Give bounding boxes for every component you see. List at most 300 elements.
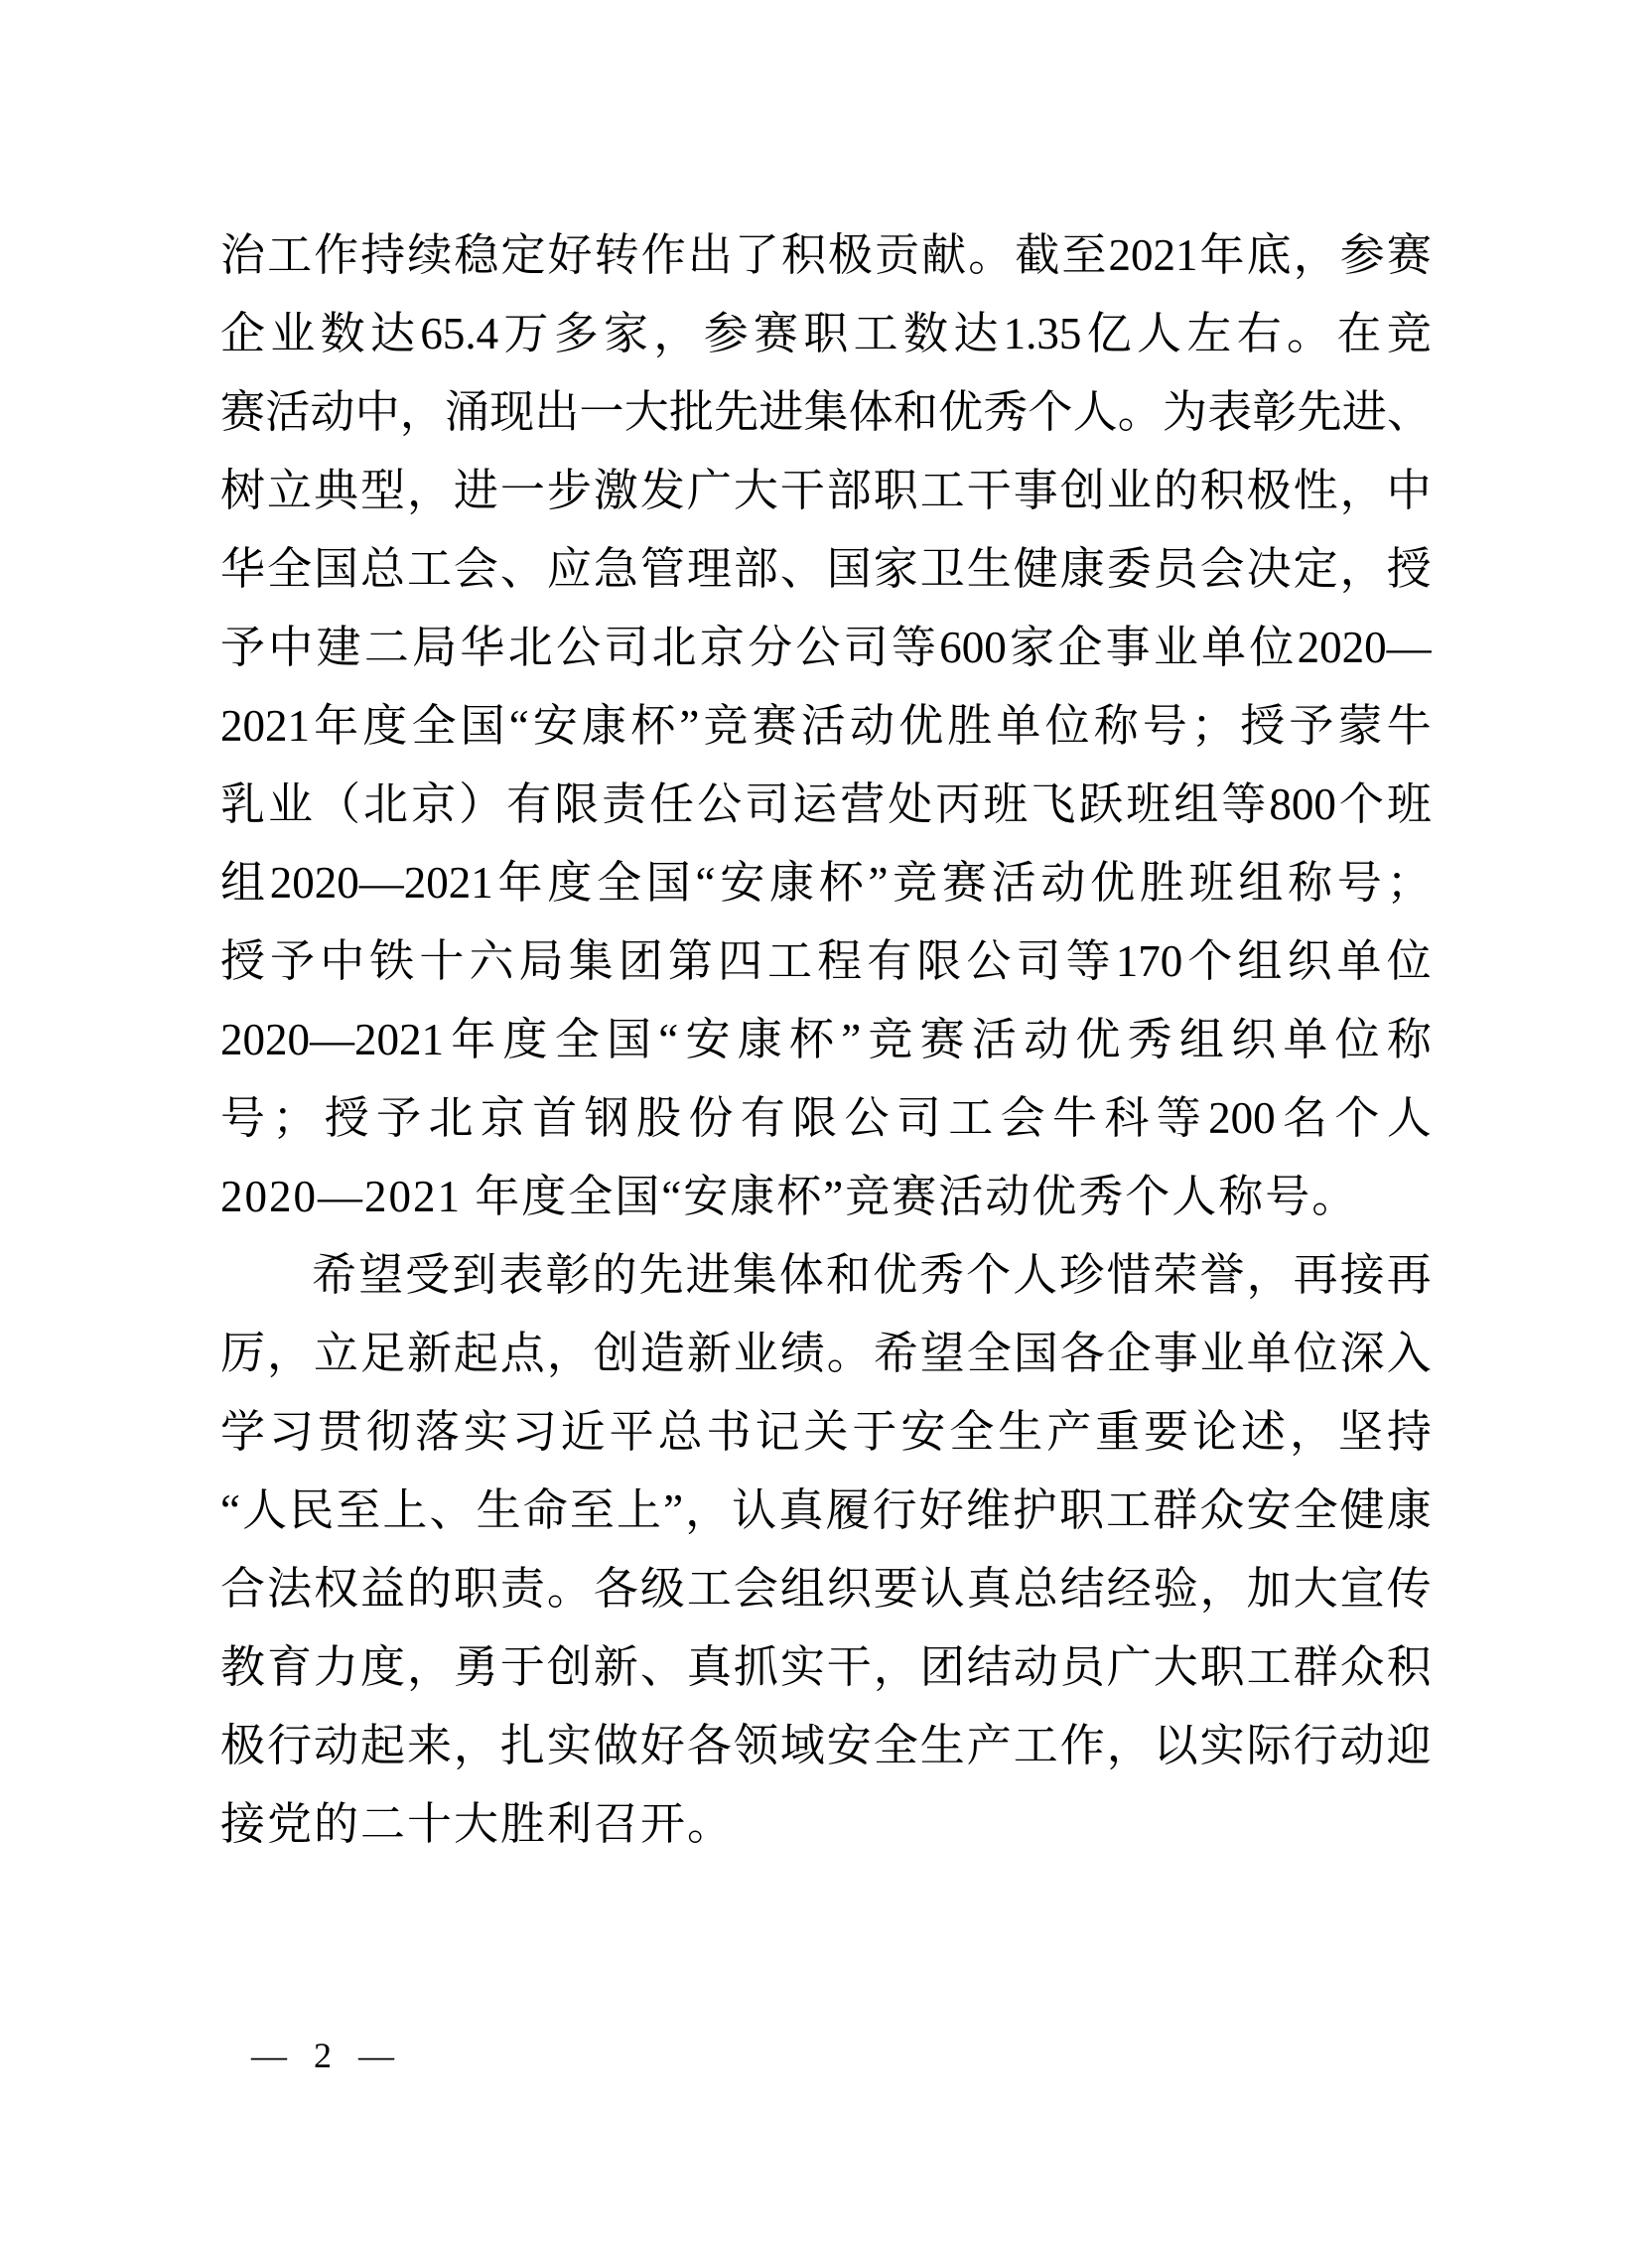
glyph-token: ” bbox=[841, 1015, 862, 1064]
glyph-token: 、 bbox=[429, 1485, 475, 1535]
glyph-token: ， bbox=[399, 387, 445, 437]
glyph-token: 起 bbox=[359, 1721, 405, 1770]
glyph-token: 决 bbox=[1246, 544, 1292, 594]
glyph-token: 产 bbox=[1046, 1407, 1092, 1457]
glyph-token: 业 bbox=[733, 1329, 778, 1378]
glyph-token: 康 bbox=[768, 858, 814, 908]
glyph-token: 彰 bbox=[1252, 387, 1298, 437]
glyph-token: 理 bbox=[686, 544, 732, 594]
glyph-token: 北 bbox=[363, 779, 409, 829]
glyph-token: 杯 bbox=[818, 858, 864, 908]
glyph-token: 管 bbox=[639, 544, 685, 594]
glyph-token: 出 bbox=[534, 387, 580, 437]
glyph-token: 的 bbox=[1153, 466, 1198, 515]
glyph-token: ， bbox=[1289, 1407, 1334, 1457]
glyph-token: 国 bbox=[606, 1015, 651, 1064]
glyph-token: 优 bbox=[872, 1250, 917, 1300]
glyph-token: 来 bbox=[406, 1721, 452, 1770]
glyph-token: 赛 bbox=[919, 1015, 965, 1064]
glyph-token: 四 bbox=[717, 936, 762, 986]
glyph-token: 号 bbox=[220, 1093, 266, 1143]
glyph-token: 号 bbox=[1142, 701, 1187, 751]
glyph-token: 康 bbox=[737, 1015, 782, 1064]
glyph-token: 中 bbox=[320, 936, 365, 986]
glyph-token: 至 bbox=[569, 1485, 615, 1535]
glyph-token: 批 bbox=[668, 387, 714, 437]
body-line bbox=[220, 922, 1432, 1001]
body-text-block bbox=[220, 216, 1432, 1864]
glyph-token: 惜 bbox=[1106, 1250, 1152, 1300]
glyph-token: 多 bbox=[553, 309, 599, 358]
glyph-token: 生 bbox=[966, 544, 1012, 594]
glyph-token: 会 bbox=[453, 544, 498, 594]
glyph-token: 安 bbox=[532, 701, 578, 751]
glyph-token: 于 bbox=[852, 1407, 897, 1457]
glyph-token: 2020—2021 bbox=[220, 1015, 444, 1064]
glyph-token: 誉 bbox=[1199, 1250, 1245, 1300]
glyph-token: 益 bbox=[359, 1564, 405, 1614]
glyph-token: 全 bbox=[966, 1329, 1012, 1378]
glyph-token: 集 bbox=[732, 1250, 777, 1300]
glyph-token: 各 bbox=[1059, 1329, 1105, 1378]
glyph-token: 卫 bbox=[919, 544, 965, 594]
glyph-token: 活 bbox=[971, 1015, 1017, 1064]
glyph-token: 秀 bbox=[1127, 1015, 1172, 1064]
glyph-token: 干 bbox=[826, 1642, 872, 1692]
glyph-token: 抓 bbox=[733, 1642, 778, 1692]
glyph-token: 习 bbox=[511, 1407, 557, 1457]
glyph-token: 动 bbox=[1024, 1015, 1069, 1064]
glyph-token: 集 bbox=[803, 387, 849, 437]
glyph-token: 领 bbox=[733, 1721, 778, 1770]
glyph-token: 上 bbox=[616, 1485, 661, 1535]
glyph-token: 蒙 bbox=[1337, 701, 1383, 751]
glyph-token: 真 bbox=[778, 1485, 824, 1535]
glyph-token: 荣 bbox=[1153, 1250, 1198, 1300]
glyph-token: 一 bbox=[499, 466, 545, 515]
glyph-token: 。 bbox=[1287, 309, 1332, 358]
glyph-token: 总 bbox=[657, 1407, 703, 1457]
glyph-token: 权 bbox=[313, 1564, 358, 1614]
glyph-token: 贡 bbox=[875, 230, 920, 280]
glyph-token: 杯 bbox=[788, 1015, 834, 1064]
glyph-token: 京 bbox=[480, 1093, 525, 1143]
glyph-token: 传 bbox=[1386, 1564, 1432, 1614]
glyph-token: 步 bbox=[546, 466, 592, 515]
glyph-token: 在 bbox=[1336, 309, 1382, 358]
glyph-token: 稳 bbox=[454, 230, 499, 280]
glyph-token: 勇 bbox=[453, 1642, 498, 1692]
glyph-token: 护 bbox=[1012, 1485, 1057, 1535]
glyph-token: 程 bbox=[817, 936, 863, 986]
glyph-token: 全 bbox=[873, 1721, 918, 1770]
glyph-token: 关 bbox=[803, 1407, 849, 1457]
glyph-token: ， bbox=[546, 1329, 592, 1378]
glyph-token: 行 bbox=[266, 1721, 312, 1770]
glyph-token: 急 bbox=[593, 544, 638, 594]
glyph-token: 真 bbox=[686, 1642, 732, 1692]
glyph-token: 点 bbox=[499, 1329, 545, 1378]
page-number: — 2 — bbox=[251, 2036, 394, 2075]
glyph-token: ， bbox=[685, 1485, 731, 1535]
glyph-token: 部 bbox=[733, 544, 778, 594]
glyph-token: 2021 bbox=[1108, 230, 1198, 280]
glyph-token: 新 bbox=[406, 1329, 452, 1378]
glyph-token: 织 bbox=[1287, 936, 1332, 986]
glyph-token: 分 bbox=[748, 623, 793, 672]
glyph-token: 生 bbox=[476, 1485, 521, 1535]
glyph-token: 京 bbox=[411, 779, 457, 829]
glyph-token: 职 bbox=[1199, 1642, 1245, 1692]
glyph-token: 个 bbox=[1028, 387, 1073, 437]
glyph-token: 位 bbox=[1044, 701, 1090, 751]
glyph-token: 年 bbox=[451, 1015, 496, 1064]
glyph-token: 赛 bbox=[941, 858, 987, 908]
glyph-token: 赛 bbox=[1386, 230, 1432, 280]
glyph-token: 持 bbox=[1386, 1407, 1432, 1457]
glyph-token: 持 bbox=[360, 230, 406, 280]
body-line bbox=[220, 1079, 1432, 1158]
glyph-token: 表 bbox=[1207, 387, 1253, 437]
glyph-token: 要 bbox=[1144, 1407, 1189, 1457]
glyph-token: 认 bbox=[919, 1564, 965, 1614]
glyph-token: 望 bbox=[358, 1250, 404, 1300]
glyph-token: 于 bbox=[499, 1642, 545, 1692]
glyph-token: 2021 bbox=[220, 701, 310, 751]
body-line bbox=[220, 1315, 1432, 1393]
glyph-token: 授 bbox=[220, 936, 266, 986]
glyph-token: 单 bbox=[1246, 1329, 1292, 1378]
glyph-token: 限 bbox=[792, 1093, 838, 1143]
glyph-token: 、 bbox=[1386, 387, 1432, 437]
body-line bbox=[220, 1628, 1432, 1707]
glyph-token: 600 bbox=[939, 623, 1007, 672]
glyph-token: 命 bbox=[522, 1485, 568, 1535]
glyph-token: 动 bbox=[1040, 858, 1086, 908]
glyph-token: 织 bbox=[1231, 1015, 1277, 1064]
glyph-token: 康 bbox=[1386, 1485, 1432, 1535]
glyph-token: 总 bbox=[1013, 1564, 1058, 1614]
glyph-token: 要 bbox=[873, 1564, 918, 1614]
glyph-token: 安 bbox=[826, 1721, 872, 1770]
glyph-token: 育 bbox=[266, 1642, 312, 1692]
glyph-token: 有 bbox=[740, 1093, 785, 1143]
glyph-token: 康 bbox=[1059, 544, 1105, 594]
glyph-token: 人 bbox=[242, 1485, 288, 1535]
body-line bbox=[220, 844, 1432, 922]
glyph-token: 重 bbox=[1095, 1407, 1141, 1457]
glyph-token: 动 bbox=[1013, 1642, 1058, 1692]
glyph-token: 营 bbox=[840, 779, 886, 829]
glyph-token: 达 bbox=[953, 309, 999, 358]
glyph-token: 会 bbox=[1199, 544, 1245, 594]
glyph-token: 年 bbox=[1199, 230, 1245, 280]
glyph-token: 典 bbox=[313, 466, 358, 515]
glyph-token: 业 bbox=[1153, 623, 1198, 672]
body-line bbox=[220, 609, 1432, 687]
glyph-token: 经 bbox=[1106, 1564, 1152, 1614]
glyph-token: 工 bbox=[767, 936, 813, 986]
glyph-token: 秀 bbox=[919, 1250, 965, 1300]
glyph-token: 司 bbox=[843, 623, 889, 672]
glyph-token: 2020— bbox=[1297, 623, 1432, 672]
glyph-token: 企 bbox=[1057, 623, 1103, 672]
glyph-token: 实 bbox=[546, 1721, 592, 1770]
glyph-token: 委 bbox=[1106, 544, 1152, 594]
glyph-token: ， bbox=[266, 1329, 312, 1378]
glyph-token: “ bbox=[658, 1015, 679, 1064]
glyph-token: 大 bbox=[733, 466, 778, 515]
glyph-token: 定 bbox=[1293, 544, 1338, 594]
glyph-token: 公 bbox=[795, 623, 841, 672]
glyph-token: 认 bbox=[732, 1485, 777, 1535]
glyph-token: 活 bbox=[800, 701, 846, 751]
glyph-token: 起 bbox=[453, 1329, 498, 1378]
body-line bbox=[220, 1001, 1432, 1079]
body-line bbox=[220, 295, 1432, 373]
glyph-token: 胜 bbox=[947, 701, 993, 751]
glyph-token: 优 bbox=[938, 387, 984, 437]
glyph-token: 予 bbox=[270, 936, 316, 986]
glyph-token: 好 bbox=[547, 230, 593, 280]
glyph-token: 立 bbox=[313, 1329, 358, 1378]
glyph-token: 公 bbox=[844, 1093, 890, 1143]
glyph-token: 积 bbox=[1199, 466, 1245, 515]
glyph-token: 、 bbox=[779, 544, 825, 594]
glyph-token: 力 bbox=[313, 1642, 358, 1692]
glyph-token: 予 bbox=[220, 623, 266, 672]
glyph-token: 际 bbox=[1246, 1721, 1292, 1770]
glyph-token: 职 bbox=[453, 1564, 498, 1614]
glyph-token: 国 bbox=[826, 544, 872, 594]
glyph-token: 、 bbox=[639, 1642, 685, 1692]
glyph-token: “ bbox=[695, 858, 716, 908]
glyph-token: 深 bbox=[1339, 1329, 1385, 1378]
glyph-token: 彰 bbox=[545, 1250, 591, 1300]
glyph-token: 位 bbox=[1293, 1329, 1338, 1378]
glyph-token: ， bbox=[1339, 466, 1385, 515]
glyph-token: 全 bbox=[1293, 1485, 1338, 1535]
glyph-token: 名 bbox=[1282, 1093, 1327, 1143]
glyph-token: 度 bbox=[502, 1015, 548, 1064]
glyph-token: 钢 bbox=[584, 1093, 629, 1143]
glyph-token: 家 bbox=[873, 544, 918, 594]
glyph-token: 家 bbox=[1009, 623, 1054, 672]
glyph-token: 中 bbox=[354, 387, 400, 437]
glyph-token: 转 bbox=[594, 230, 639, 280]
glyph-token: 工 bbox=[267, 230, 313, 280]
glyph-token: 众 bbox=[1199, 1485, 1245, 1535]
glyph-token: 工 bbox=[919, 466, 965, 515]
glyph-token: 度 bbox=[547, 858, 593, 908]
glyph-token: 个 bbox=[1334, 1093, 1380, 1143]
body-line bbox=[220, 766, 1432, 844]
glyph-token: 1.35 bbox=[1003, 309, 1082, 358]
glyph-token: 个 bbox=[1187, 936, 1233, 986]
glyph-token: 800 bbox=[1269, 779, 1336, 829]
glyph-token: 彻 bbox=[365, 1407, 411, 1457]
glyph-token: 限 bbox=[916, 936, 962, 986]
glyph-token: 新 bbox=[593, 1642, 638, 1692]
glyph-token: 会 bbox=[1000, 1093, 1045, 1143]
glyph-token: 首 bbox=[532, 1093, 578, 1143]
glyph-token: 希 bbox=[873, 1329, 918, 1378]
glyph-token: 近 bbox=[560, 1407, 606, 1457]
glyph-token: 了 bbox=[734, 230, 779, 280]
glyph-token: 至 bbox=[1061, 230, 1107, 280]
body-line bbox=[220, 1472, 1432, 1550]
glyph-token: 业 bbox=[270, 309, 316, 358]
glyph-token: 号 bbox=[1336, 858, 1382, 908]
glyph-token: 牛 bbox=[1052, 1093, 1098, 1143]
glyph-token: 维 bbox=[965, 1485, 1011, 1535]
glyph-token: 事 bbox=[1105, 623, 1151, 672]
glyph-token: 牛 bbox=[1386, 701, 1432, 751]
glyph-token: 工 bbox=[1106, 1485, 1152, 1535]
glyph-token: 行 bbox=[872, 1485, 917, 1535]
glyph-token: 国 bbox=[313, 544, 358, 594]
glyph-token: 任 bbox=[649, 779, 695, 829]
glyph-token: 参 bbox=[1339, 230, 1385, 280]
glyph-token: 参 bbox=[703, 309, 749, 358]
glyph-token: ， bbox=[1339, 544, 1385, 594]
glyph-token: 称 bbox=[1288, 858, 1333, 908]
glyph-token: 作 bbox=[640, 230, 686, 280]
glyph-token: 结 bbox=[966, 1642, 1012, 1692]
glyph-token: 等 bbox=[1065, 936, 1111, 986]
glyph-token: 述 bbox=[1241, 1407, 1287, 1457]
glyph-token: 班 bbox=[1188, 858, 1234, 908]
glyph-token: 的 bbox=[592, 1250, 637, 1300]
glyph-token: 生 bbox=[919, 1721, 965, 1770]
glyph-token: 安 bbox=[685, 1015, 731, 1064]
glyph-token: 体 bbox=[778, 1250, 824, 1300]
glyph-token: 部 bbox=[826, 466, 872, 515]
glyph-token: 入 bbox=[1386, 1329, 1432, 1378]
glyph-token: 业 bbox=[1106, 466, 1152, 515]
glyph-token: 大 bbox=[1293, 1564, 1338, 1614]
glyph-token: ， bbox=[653, 309, 699, 358]
glyph-token: 第 bbox=[667, 936, 713, 986]
glyph-token: 续 bbox=[407, 230, 453, 280]
glyph-token: 司 bbox=[1016, 936, 1061, 986]
glyph-token: 左 bbox=[1186, 309, 1232, 358]
glyph-token: 各 bbox=[686, 1721, 732, 1770]
glyph-token: 中 bbox=[1386, 466, 1432, 515]
glyph-token: 予 bbox=[1289, 701, 1334, 751]
glyph-token: 众 bbox=[1339, 1642, 1385, 1692]
glyph-token: 65.4 bbox=[420, 309, 499, 358]
glyph-token: 行 bbox=[1293, 1721, 1338, 1770]
glyph-token: 班 bbox=[983, 779, 1029, 829]
glyph-token: 治 bbox=[220, 230, 266, 280]
glyph-token: 责 bbox=[499, 1564, 545, 1614]
glyph-token: 右 bbox=[1236, 309, 1282, 358]
glyph-token: 丙 bbox=[935, 779, 981, 829]
body-line bbox=[220, 1707, 1432, 1785]
glyph-token: （ bbox=[316, 779, 361, 829]
glyph-token: 表 bbox=[498, 1250, 544, 1300]
glyph-token: 。 bbox=[968, 230, 1014, 280]
glyph-token: 扎 bbox=[499, 1721, 545, 1770]
glyph-token: 进 bbox=[758, 387, 804, 437]
glyph-token: 组 bbox=[779, 1564, 825, 1614]
glyph-token: 位 bbox=[1249, 623, 1295, 672]
glyph-token: 组 bbox=[220, 858, 266, 908]
glyph-token: 优 bbox=[1075, 1015, 1121, 1064]
glyph-token: 激 bbox=[593, 466, 638, 515]
glyph-token: 树 bbox=[220, 466, 266, 515]
glyph-token: 有 bbox=[867, 936, 912, 986]
glyph-token: 万 bbox=[503, 309, 549, 358]
glyph-token: 先 bbox=[638, 1250, 684, 1300]
glyph-token: 出 bbox=[687, 230, 733, 280]
body-line bbox=[220, 530, 1432, 609]
glyph-token: 业 bbox=[1199, 1329, 1245, 1378]
glyph-token: 活 bbox=[265, 387, 311, 437]
glyph-token: 结 bbox=[1059, 1564, 1105, 1614]
glyph-token: 处 bbox=[888, 779, 933, 829]
glyph-token: 职 bbox=[803, 309, 849, 358]
glyph-token: 积 bbox=[780, 230, 826, 280]
glyph-token: 团 bbox=[618, 936, 663, 986]
glyph-token: 职 bbox=[1059, 1485, 1105, 1535]
glyph-token: 公 bbox=[697, 779, 743, 829]
glyph-token: 数 bbox=[903, 309, 949, 358]
glyph-token: 学 bbox=[220, 1407, 266, 1457]
glyph-token: ， bbox=[406, 1642, 452, 1692]
glyph-token: 再 bbox=[1293, 1250, 1338, 1300]
glyph-token: 六 bbox=[469, 936, 514, 986]
body-line-paragraph-end: 接党的二十大胜利召开。 bbox=[220, 1799, 735, 1849]
glyph-token: 大 bbox=[1153, 1642, 1198, 1692]
glyph-token: 产 bbox=[966, 1721, 1012, 1770]
glyph-token: 职 bbox=[873, 466, 918, 515]
glyph-token: 200 bbox=[1208, 1093, 1276, 1143]
glyph-token: 生 bbox=[998, 1407, 1043, 1457]
glyph-token: 作 bbox=[314, 230, 359, 280]
glyph-token: 作 bbox=[1059, 1721, 1105, 1770]
glyph-token: 司 bbox=[745, 779, 790, 829]
glyph-token: 集 bbox=[568, 936, 614, 986]
glyph-token: 个 bbox=[1338, 779, 1384, 829]
glyph-token: 工 bbox=[1013, 1721, 1058, 1770]
glyph-token: 竞 bbox=[703, 701, 749, 751]
glyph-token: 做 bbox=[593, 1721, 638, 1770]
glyph-token: 北 bbox=[651, 623, 697, 672]
glyph-token: 单 bbox=[1336, 936, 1382, 986]
glyph-token: 好 bbox=[918, 1485, 964, 1535]
glyph-token: 广 bbox=[686, 466, 732, 515]
glyph-token: “ bbox=[220, 1485, 240, 1535]
glyph-token: 立 bbox=[266, 466, 312, 515]
glyph-token: 组 bbox=[1238, 858, 1284, 908]
glyph-token: 贯 bbox=[317, 1407, 362, 1457]
glyph-token: 动 bbox=[849, 701, 895, 751]
glyph-token: 总 bbox=[359, 544, 405, 594]
glyph-token: 落 bbox=[414, 1407, 460, 1457]
glyph-token: 组 bbox=[1237, 936, 1283, 986]
glyph-token: 性 bbox=[1293, 466, 1338, 515]
glyph-token: 真 bbox=[966, 1564, 1012, 1614]
glyph-token: 度 bbox=[362, 701, 408, 751]
glyph-token: 工 bbox=[686, 1564, 732, 1614]
glyph-token: ， bbox=[1199, 1564, 1245, 1614]
glyph-token: 优 bbox=[898, 701, 944, 751]
glyph-token: 级 bbox=[639, 1564, 685, 1614]
glyph-token: 等 bbox=[891, 623, 936, 672]
glyph-token: 等 bbox=[1156, 1093, 1201, 1143]
